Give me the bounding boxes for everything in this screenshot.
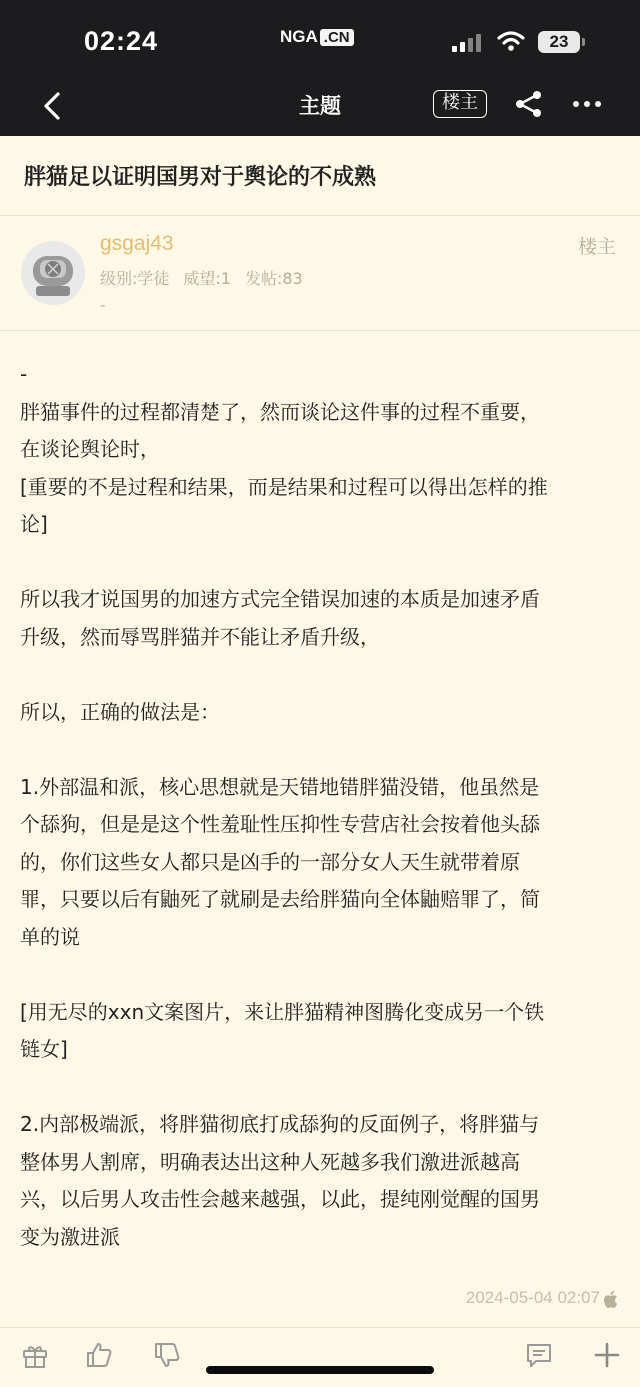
- author-name[interactable]: gsgaj43: [100, 232, 174, 255]
- post-line: [20, 1069, 620, 1107]
- post-line: 升级，然而辱骂胖猫并不能让矛盾升级，: [20, 624, 380, 649]
- op-only-button[interactable]: 楼主: [433, 90, 487, 118]
- post-line: [20, 656, 620, 694]
- post-line: 的，你们这些女人都只是凶手的一部分女人天生就带着原: [20, 849, 520, 874]
- post-line: 1.外部温和派，核心思想就是天错地错胖猫没错，他虽然是: [20, 774, 540, 799]
- post-line: 罪，只要以后有鼬死了就刷是去给胖猫向全体鼬赔罪了，简: [20, 887, 540, 911]
- battery-indicator: 23: [538, 31, 580, 53]
- status-bar: [0, 0, 640, 80]
- post-line: 变为激进派: [20, 1224, 120, 1249]
- divider: [0, 215, 640, 216]
- brand-text: NGA: [280, 27, 318, 46]
- page-title: 主题: [299, 94, 341, 118]
- divider: [0, 330, 640, 331]
- post-line: 在谈论舆论时，: [20, 437, 160, 461]
- dislike-icon[interactable]: [152, 1340, 182, 1370]
- status-time: 02:24: [84, 26, 159, 56]
- home-indicator: [206, 1366, 434, 1374]
- post-line: [用无尽的xxn文案图片，来让胖猫精神图腾化变成另一个铁: [20, 999, 545, 1024]
- post-line: [20, 731, 620, 769]
- like-icon[interactable]: [84, 1340, 114, 1370]
- post-line: 单的说: [20, 924, 80, 949]
- post-line: 论]: [20, 512, 48, 536]
- wifi-icon: [497, 30, 525, 52]
- gift-icon[interactable]: [20, 1340, 50, 1370]
- post-timestamp: 2024-05-04 02:07: [465, 1288, 600, 1307]
- post-line: 个舔狗，但是是这个性羞耻性压抑性专营店社会按着他头舔: [20, 812, 540, 836]
- more-icon[interactable]: [572, 92, 602, 116]
- post-line: 链女]: [20, 1037, 68, 1061]
- post-line: 整体男人割席，明确表达出这种人死越多我们激进派越高: [20, 1149, 520, 1174]
- post-line: 胖猫事件的过程都清楚了，然而谈论这件事的过程不重要，: [20, 399, 540, 424]
- nga-logo: [280, 26, 354, 48]
- post-line: [重要的不是过程和结果，而是结果和过程可以得出怎样的推: [20, 474, 548, 499]
- share-icon[interactable]: [514, 90, 544, 118]
- action-bar: [0, 1327, 640, 1387]
- author-level: 级别:学徒: [100, 269, 170, 288]
- nav-bar: [0, 80, 640, 136]
- post-line: -: [20, 362, 28, 386]
- post-line: [20, 544, 620, 582]
- post-line: 2.内部极端派，将胖猫彻底打成舔狗的反面例子，将胖猫与: [20, 1112, 540, 1136]
- post-content: [20, 356, 620, 1256]
- thread-title: 胖猫足以证明国男对于舆论的不成熟: [24, 165, 377, 190]
- brand-cn: .CN: [320, 29, 354, 46]
- top-bar: [0, 0, 640, 136]
- author-signature: -: [100, 296, 106, 314]
- author-post-count: 发帖:83: [244, 269, 303, 288]
- signal-icon: [452, 32, 481, 52]
- post-line: 兴，以后男人攻击性会越来越强，以此，提纯刚觉醒的国男: [20, 1187, 540, 1211]
- author-prestige: 威望:1: [183, 269, 231, 288]
- apple-icon: [602, 1290, 620, 1310]
- avatar[interactable]: [20, 240, 86, 306]
- post-line: [20, 956, 620, 994]
- add-icon[interactable]: [592, 1340, 622, 1370]
- comment-icon[interactable]: [524, 1340, 554, 1370]
- post-line: 所以，正确的做法是：: [20, 699, 220, 724]
- op-tag: 楼主: [577, 236, 616, 258]
- author-meta: [100, 266, 303, 289]
- post-line: 所以我才说国男的加速方式完全错误加速的本质是加速矛盾: [20, 587, 540, 611]
